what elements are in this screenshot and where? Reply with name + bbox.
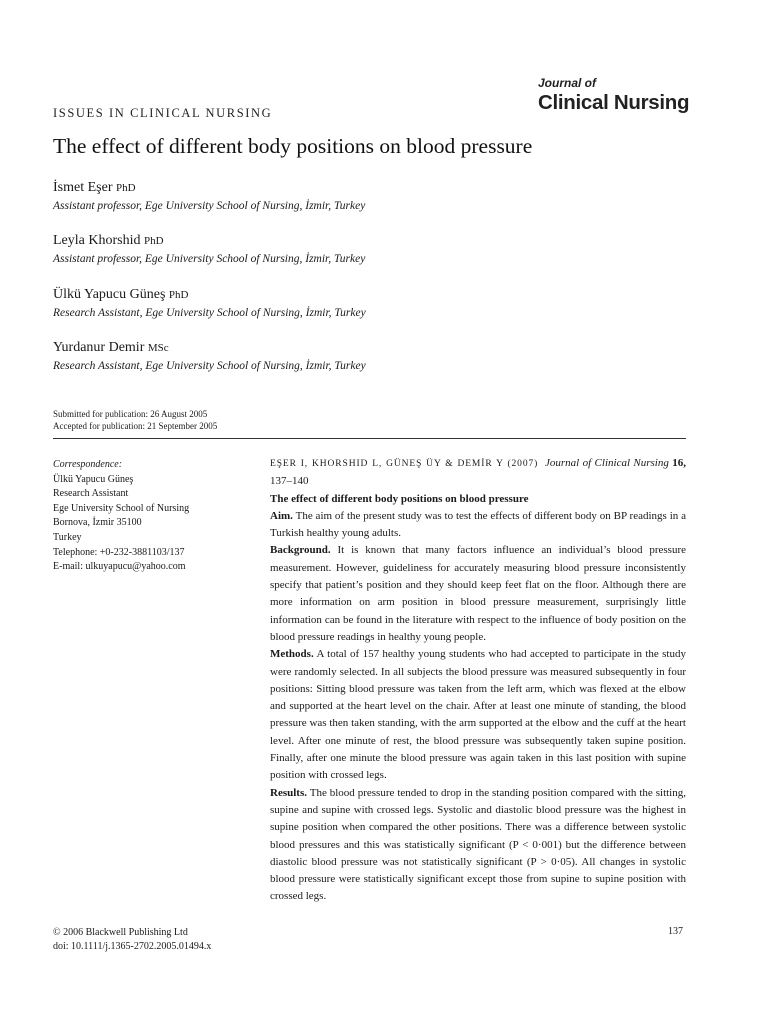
results-label: Results. <box>270 786 307 799</box>
author-affiliation: Research Assistant, Ege University School of Nursing, İzmir, Turkey <box>53 360 366 372</box>
author-name <box>53 340 169 356</box>
correspondence-line: Telephone: +0-232-3881103/137 <box>53 546 185 558</box>
correspondence-block <box>53 458 243 575</box>
correspondence-line: Research Assistant <box>53 488 129 500</box>
citation-line <box>270 455 686 491</box>
background-text: It is known that many factors influence an individual’s blood pressure measurement. However, guideliness for accurately measuring blood pressure inconsistently specify that patient’s position and they should keep feet flat on the floor. Although there are more information on arm position in blood pressure measurement, surprisingly little information can be found in the literature with respect to the influence of body position on the blood pressure readings in healthy young people. <box>270 544 686 643</box>
citation-volume: 16, <box>672 457 687 469</box>
author-degree: MSc <box>147 342 169 354</box>
author-affiliation: Research Assistant, Ege University School of Nursing, İzmir, Turkey <box>53 307 366 319</box>
correspondence-line: Turkey <box>53 531 82 543</box>
citation-pages: 137–140 <box>270 475 309 488</box>
abstract <box>270 455 686 906</box>
background-label: Background. <box>270 544 331 557</box>
author-degree: PhD <box>115 182 136 194</box>
abstract-title: The effect of different body positions on blood pressure <box>270 492 529 505</box>
section-heading: ISSUES IN CLINICAL NURSING <box>53 106 273 120</box>
author-name <box>53 180 136 196</box>
footer <box>53 926 211 954</box>
aim-text: The aim of the present study was to test the effects of different body on BP readings in a Turkish healthy young adults. <box>270 509 686 540</box>
divider-rule <box>53 438 686 439</box>
author-name <box>53 233 164 249</box>
publication-dates <box>53 408 217 432</box>
author-degree: PhD <box>168 289 189 301</box>
abstract-results <box>270 785 686 906</box>
methods-label: Methods. <box>270 648 314 661</box>
journal-logo-title: Clinical Nursing <box>538 91 690 114</box>
methods-text: A total of 157 healthy young students who had accepted to participate in the study were randomly selected. In all subjects the blood pressure was measured subsequently in four positions: Sitting blood pressure was taken from the left arm, which was flexed at the elbow and supported at the heart level on the chair. After at least one minute of standing, the blood pressure was then taken standing, with the arm supported at the elbow and the cuff at the heart level. After one minute of rest, the blood pressure was subsequently taken supine position. Finally, after one minute the blood pressure was again taken in this last position with supine position with crossed legs. <box>270 648 686 782</box>
journal-logo-small: Journal of <box>538 76 597 90</box>
abstract-aim <box>270 508 686 543</box>
correspondence-line: Bornova, İzmir 35100 <box>53 517 142 529</box>
abstract-methods <box>270 646 686 784</box>
author-name-text: Ülkü Yapucu Güneş <box>53 287 166 302</box>
abstract-background <box>270 542 686 646</box>
copyright: © 2006 Blackwell Publishing Ltd <box>53 927 188 938</box>
author-name <box>53 287 188 303</box>
citation-authors: EŞER I, KHORSHID L, GÜNEŞ ÜY & DEMİR Y (2007) <box>270 459 539 469</box>
aim-label: Aim. <box>270 509 293 522</box>
page-number: 137 <box>668 926 683 937</box>
results-text: The blood pressure tended to drop in the standing position compared with the sitting, supine and supine with crossed legs. Systolic and diastolic blood pressure was the highest in supine position when compared the other positions. There was a difference between systolic blood pressures and this was statistically significant (P < 0·001) but the difference between diastolic blood pressure was not statistically significant (P > 0·05). All changes in systolic blood pressure were statistically significant except those from supine to supine position with crossed legs. <box>270 786 686 903</box>
author-name-text: Yurdanur Demir <box>53 340 145 355</box>
author-name-text: İsmet Eşer <box>53 180 113 195</box>
correspondence-line: Ege University School of Nursing <box>53 502 190 514</box>
author-name-text: Leyla Khorshid <box>53 233 141 248</box>
accepted-date: Accepted for publication: 21 September 2005 <box>53 421 218 431</box>
author-affiliation: Assistant professor, Ege University School of Nursing, İzmir, Turkey <box>53 253 366 265</box>
author-affiliation: Assistant professor, Ege University School of Nursing, İzmir, Turkey <box>53 200 366 212</box>
author-degree: PhD <box>143 235 164 247</box>
article-title: The effect of different body positions on blood pressure <box>53 134 533 158</box>
correspondence-label: Correspondence: <box>53 459 123 470</box>
citation-journal: Journal of Clinical Nursing <box>545 457 669 469</box>
correspondence-line: Ülkü Yapucu Güneş <box>53 473 134 485</box>
correspondence-email: E-mail: ulkuyapucu@yahoo.com <box>53 561 186 573</box>
doi: doi: 10.1111/j.1365-2702.2005.01494.x <box>53 941 212 952</box>
submitted-date: Submitted for publication: 26 August 2005 <box>53 409 208 419</box>
